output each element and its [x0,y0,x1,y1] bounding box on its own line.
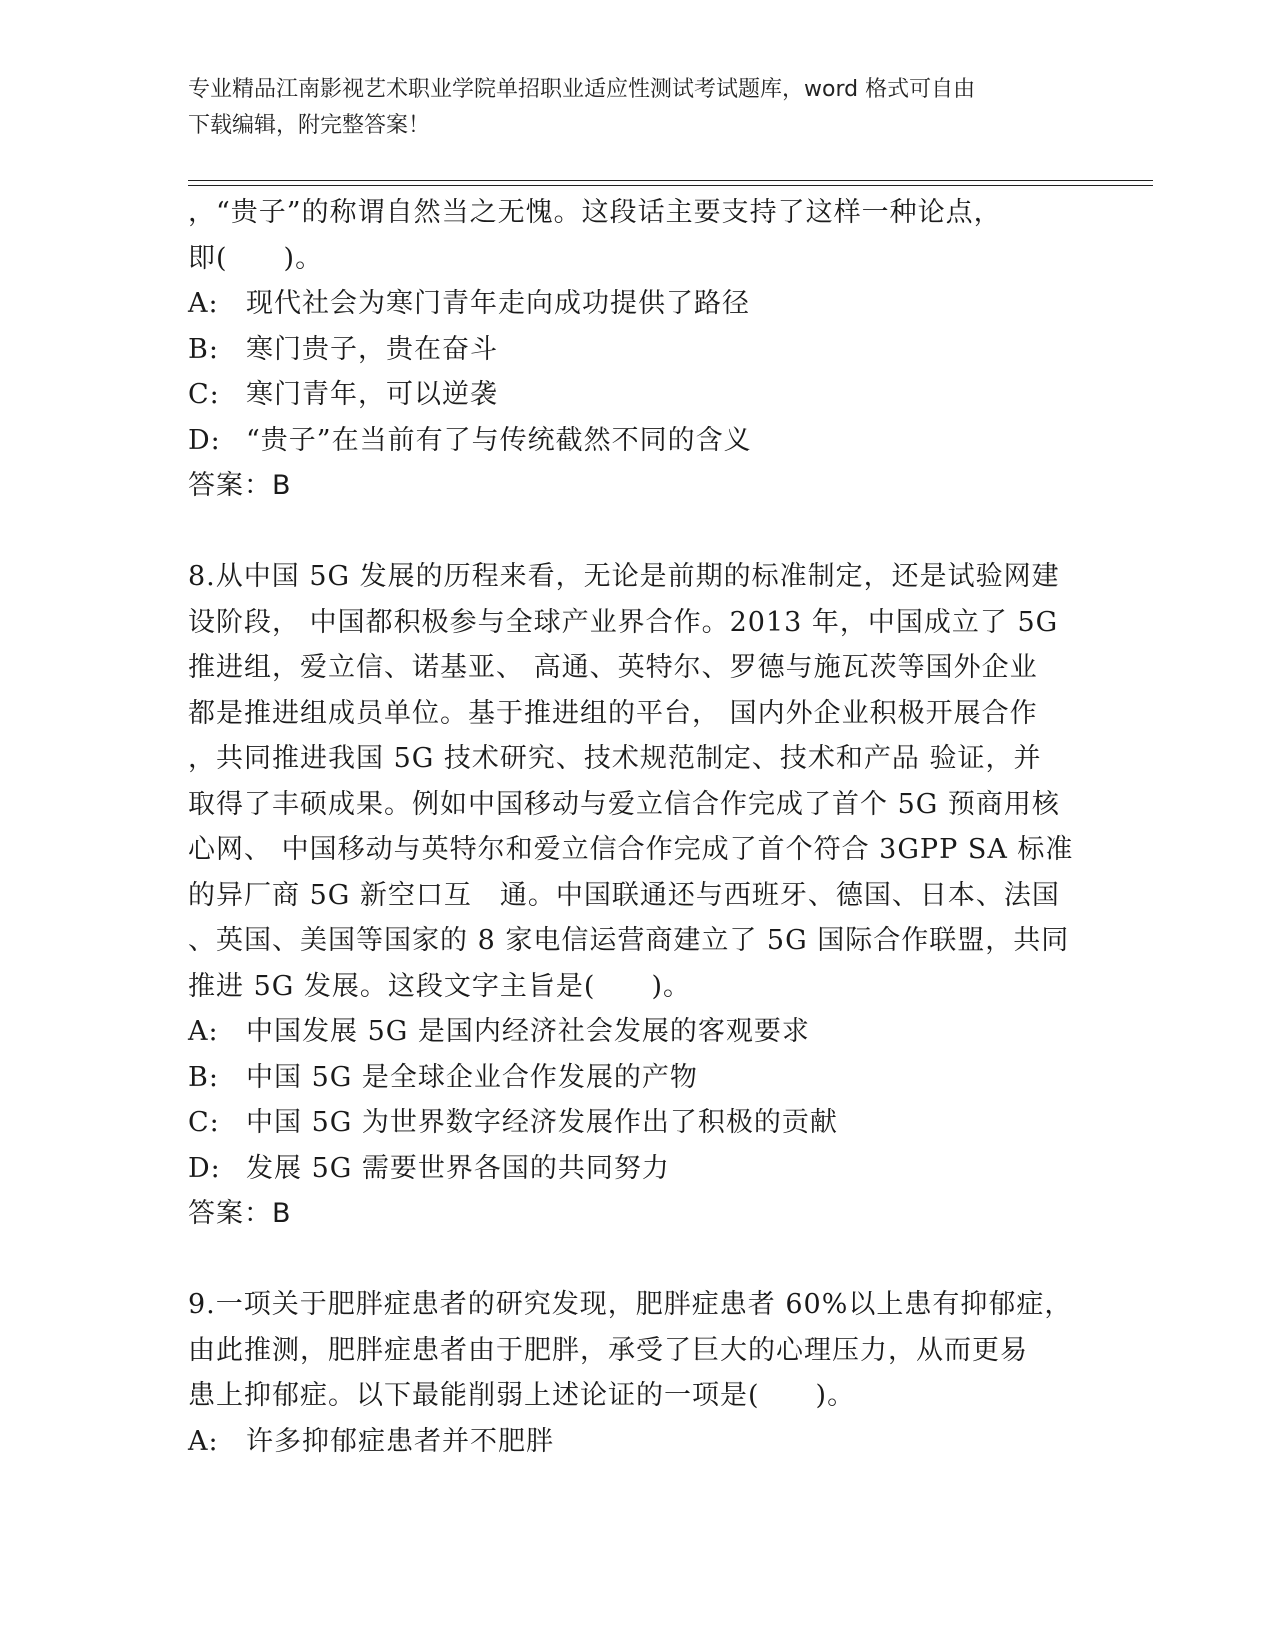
question-7 [188,190,1088,509]
option-text: “贵子”在当前有了与传统截然不同的含义 [246,424,752,456]
document-body [188,190,1088,1464]
option-text: 发展 5G 需要世界各国的共同努力 [246,1152,670,1184]
question-stem-line: ，共同推进我国 5G 技术研究、技术规范制定、技术和产品 验证，并 [188,743,1042,774]
option-text: 中国发展 5G 是国内经济社会发展的客观要求 [246,1016,810,1047]
option-label: C: [188,379,220,410]
option-b [188,327,1088,373]
question-stem-line: 心网、 中国移动与英特尔和爱立信合作完成了首个符合 3GPP SA 标准 [188,834,1074,865]
question-stem-line: 取得了丰硕成果。例如中国移动与爱立信合作完成了首个 5G 预商用核 [188,788,1060,820]
option-text: 中国 5G 为世界数字经济发展作出了积极的贡献 [246,1107,838,1138]
option-a [188,1419,1088,1465]
option-c [188,1100,1088,1146]
answer-line: 答案：B [188,1198,292,1229]
question-stem-line: 由此推测，肥胖症患者由于肥胖，承受了巨大的心理压力，从而更易 [188,1334,1028,1366]
option-label: A: [188,1425,219,1457]
option-label: D: [188,424,221,456]
answer-line: 答案：B [188,470,292,501]
question-8 [188,554,1088,1237]
option-d [188,1146,1088,1192]
spacer [188,1237,1088,1283]
option-label: D: [188,1152,221,1184]
question-stem-line: 都是推进组成员单位。基于推进组的平台， 国内外企业积极开展合作 [188,697,1038,729]
question-stem-line: 的异厂商 5G 新空口互 通。中国联通还与西班牙、德国、日本、法国 [188,879,1060,911]
option-text: 现代社会为寒门青年走向成功提供了路径 [246,288,750,319]
option-text: 寒门青年，可以逆袭 [246,379,498,410]
header-line-2: 下载编辑，附完整答案！ [188,113,431,138]
spacer [188,509,1088,555]
option-label: A: [188,1016,219,1047]
option-c [188,372,1088,418]
option-text: 中国 5G 是全球企业合作发展的产物 [246,1061,698,1093]
question-stem-line: 9.一项关于肥胖症患者的研究发现，肥胖症患者 60%以上患有抑郁症， [188,1289,1073,1320]
question-stem-line: 、英国、美国等国家的 8 家电信运营商建立了 5G 国际合作联盟，共同 [188,925,1070,956]
option-a [188,281,1088,327]
question-stem-line: 设阶段， 中国都积极参与全球产业界合作。2013 年，中国成立了 5G [188,606,1059,638]
header-line-1: 专业精品江南影视艺术职业学院单招职业适应性测试考试题库，word 格式可自由 [188,77,976,102]
option-label: C: [188,1107,220,1138]
page-header [188,72,1088,144]
option-label: B: [188,1061,219,1093]
option-a [188,1009,1088,1055]
option-text: 寒门贵子，贵在奋斗 [246,333,498,365]
question-stem-line: 推进组，爱立信、诺基亚、 高通、英特尔、罗德与施瓦茨等国外企业 [188,652,1038,683]
option-d [188,418,1088,464]
question-stem-line: 8.从中国 5G 发展的历程来看，无论是前期的标准制定，还是试验网建 [188,561,1060,592]
option-b [188,1055,1088,1101]
question-stem-line: ，“贵子”的称谓自然当之无愧。这段话主要支持了这样一种论点， [188,197,1002,228]
option-label: A: [188,288,219,319]
option-text: 许多抑郁症患者并不肥胖 [246,1425,554,1457]
question-9 [188,1282,1088,1464]
header-rule-bottom [188,185,1153,186]
question-stem-line: 即( )。 [188,242,324,274]
header-rule-top [188,180,1153,181]
question-stem-line: 患上抑郁症。以下最能削弱上述论证的一项是( )。 [188,1380,856,1411]
question-stem-line: 推进 5G 发展。这段文字主旨是( )。 [188,970,691,1002]
option-label: B: [188,333,219,365]
